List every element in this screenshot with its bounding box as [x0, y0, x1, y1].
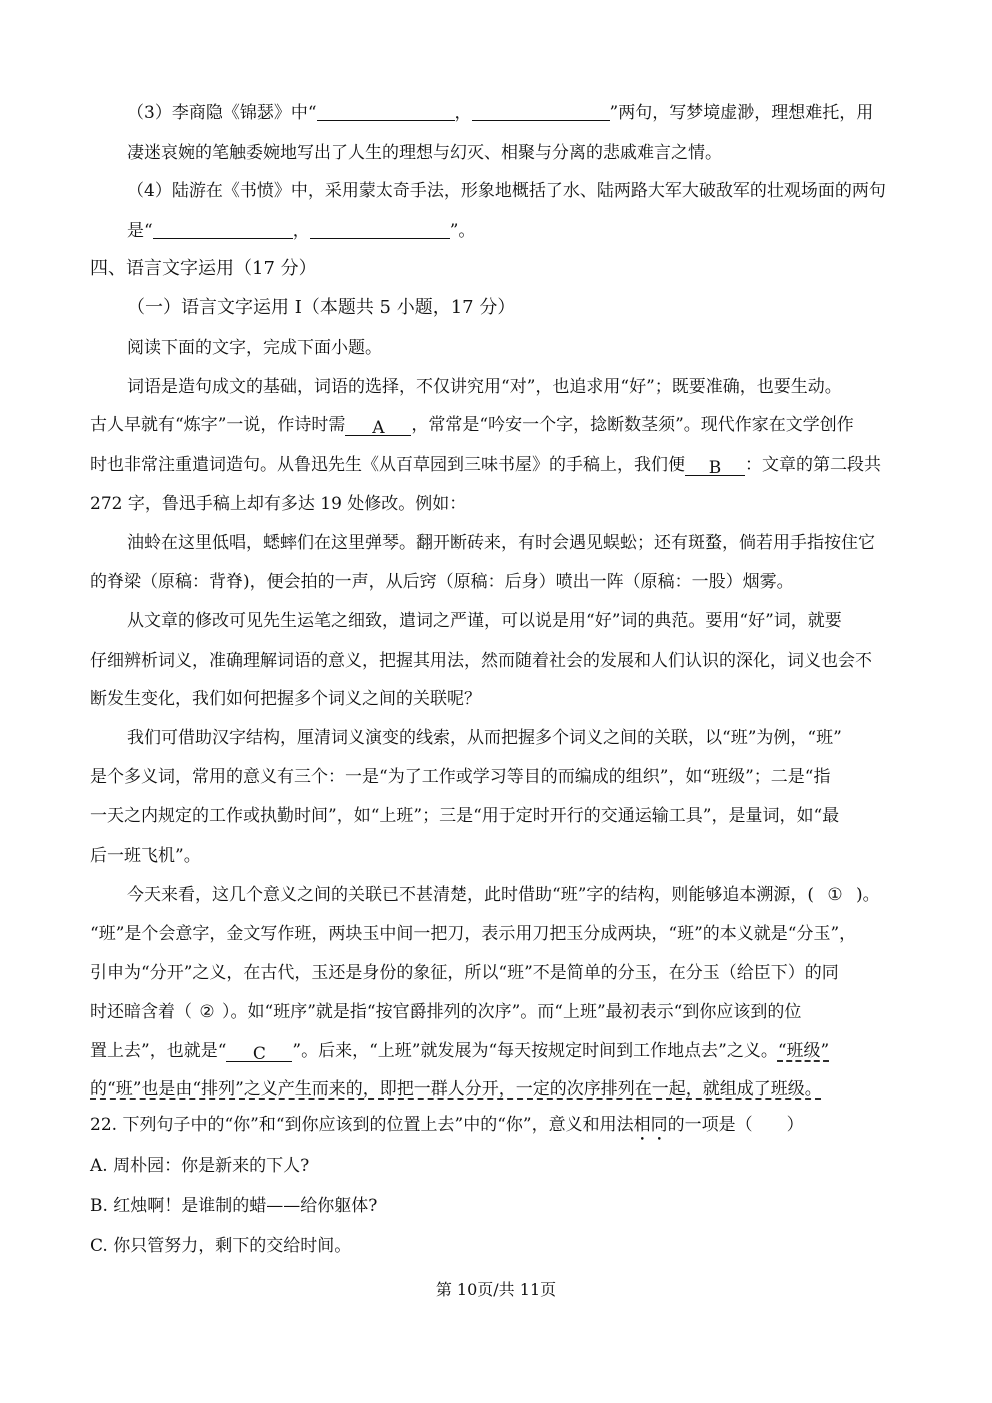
blank-c: C [226, 1043, 292, 1062]
q3-comma: ， [454, 103, 472, 123]
q3-line-1-start: （3）李商隐《锦瑟》中“ [127, 103, 317, 123]
reading-instruction: 阅读下面的文字，完成下面小题。 [127, 338, 382, 358]
q4-blank-2 [310, 220, 450, 239]
p3-line-2: 仔细辨析词义，准确理解词语的意义，把握其用法，然而随着社会的发展和人们认识的深化，词义也会不 [90, 651, 872, 671]
p5-line-2: “班”是个会意字，金文写作班，两块玉中间一把刀，表示用刀把玉分成两块，“班”的本义就是“分玉”， [90, 924, 857, 944]
q3-line-2: 凄迷哀婉的笔触委婉地写出了人生的理想与幻灭、相聚与分离的悲戚难言之情。 [127, 143, 722, 163]
page-footer: 第 10页/共 11页 [435, 1280, 557, 1299]
q22-stem-start: 22. 下列句子中的“你”和“到你应该到的位置上去”中的“你”，意义和用法 [90, 1115, 634, 1135]
q22-option-c: C. 你只管努力，剩下的交给时间。 [90, 1236, 352, 1256]
p1-line-4: 272 字，鲁迅手稿上却有多达 19 处修改。例如： [90, 494, 467, 514]
p1-line-2-end: ，常常是“吟安一个字，捻断数茎须”。现代作家在文学创作 [411, 415, 854, 435]
p1-line-3 [90, 454, 881, 476]
q4-line-1: （4）陆游在《书愤》中，采用蒙太奇手法，形象地概括了水、陆两路大军大破敌军的壮观场面的两句 [127, 181, 886, 201]
p5-line-5-start: 置上去”，也就是“ [90, 1041, 227, 1061]
p5-line-1-end: )。 [856, 885, 880, 905]
q3-blank-2 [472, 102, 610, 121]
p2-line-1: 油蛉在这里低唱，蟋蟀们在这里弹琴。翻开断砖来，有时会遇见蜈蚣；还有斑蝥，倘若用手指按住它 [127, 533, 875, 553]
q4-line-2-end: ”。 [449, 221, 476, 241]
q22-stem [90, 1114, 804, 1145]
p5-line-5 [90, 1040, 829, 1062]
q4-line-2 [127, 220, 475, 242]
p5-line-1 [127, 884, 880, 906]
p4-line-1: 我们可借助汉字结构，厘清词义演变的线索，从而把握多个词义之间的关联，以“班”为例，“班” [127, 728, 842, 748]
p5-line-4 [90, 1001, 801, 1023]
section-title: 四、语言文字运用（17 分） [90, 258, 317, 279]
p4-line-3: 一天之内规定的工作或执勤时间”，如“上班”；三是“用于定时开行的交通运输工具”，是量词，如“最 [90, 806, 840, 826]
p5-line-4-start: 时还暗含着（ [90, 1002, 192, 1022]
p1-line-1: 词语是造句成文的基础，词语的选择，不仅讲究用“对”，也追求用“好”；既要准确，也要生动。 [127, 377, 842, 397]
underlined-sentence-start: “班级” [777, 1041, 830, 1061]
blank-marker-2: ② [199, 1002, 215, 1022]
q3-line-1-end: ”两句，写梦境虚渺，理想难托，用 [609, 103, 874, 123]
q4-line-2-start: 是“ [127, 221, 153, 241]
p2-line-2: 的脊梁（原稿：背脊)，便会拍的一声，从后窍（原稿：后身）喷出一阵（原稿：一股）烟雾。 [90, 572, 794, 592]
underlined-sentence: 的“班”也是由“排列”之义产生而来的，即把一群人分开，一定的次序排列在一起，就组成了班级。 [90, 1079, 822, 1099]
q22-option-b: B. 红烛啊！是谁制的蜡——给你躯体? [90, 1196, 378, 1216]
p4-line-4: 后一班飞机”。 [90, 846, 201, 866]
blank-b: B [685, 457, 745, 476]
p1-line-2 [90, 414, 854, 436]
blank-a: A [345, 417, 411, 436]
p1-line-2-start: 古人早就有“炼字”一说，作诗时需 [90, 415, 346, 435]
p5-line-1-start: 今天来看，这几个意义之间的关联已不甚清楚，此时借助“班”字的结构，则能够追本溯源，( [127, 885, 815, 905]
p5-line-4-end: ）。如“班序”就是指“按官爵排列的次序”。而“上班”最初表示“到你应该到的位 [222, 1002, 802, 1022]
p1-line-3-end: ：文章的第二段共 [745, 455, 881, 475]
p3-line-1: 从文章的修改可见先生运笔之细致，遣词之严谨，可以说是用“好”词的典范。要用“好”词，就要 [127, 611, 842, 631]
subsection-title: （一）语言文字运用 I（本题共 5 小题，17 分） [127, 297, 516, 318]
p5-line-3: 引申为“分开”之义，在古代，玉还是身份的象征，所以“班”不是简单的分玉，在分玉（给臣下）的同 [90, 963, 839, 983]
p4-line-2: 是个多义词，常用的意义有三个：一是“为了工作或学习等目的而编成的组织”，如“班级”；二是“指 [90, 767, 831, 787]
q4-blank-1 [153, 220, 293, 239]
p3-line-3: 断发生变化，我们如何把握多个词义之间的关联呢？ [90, 689, 481, 709]
q22-option-a: A. 周朴园：你是新来的下人? [90, 1156, 310, 1176]
q4-comma: ， [292, 221, 310, 241]
q22-stem-end: 的一项是（ ） [667, 1115, 804, 1135]
q3-line-1 [127, 102, 873, 124]
p5-line-5-mid: ”。后来，“上班”就发展为“每天按规定时间到工作地点去”之义。 [292, 1041, 778, 1061]
p1-line-3-start: 时也非常注重遣词造句。从鲁迅先生《从百草园到三味书屋》的手稿上，我们便 [90, 455, 685, 475]
q22-emphasis: 相同 [633, 1115, 668, 1135]
q3-blank-1 [317, 102, 455, 121]
blank-marker-1: ① [827, 885, 843, 905]
